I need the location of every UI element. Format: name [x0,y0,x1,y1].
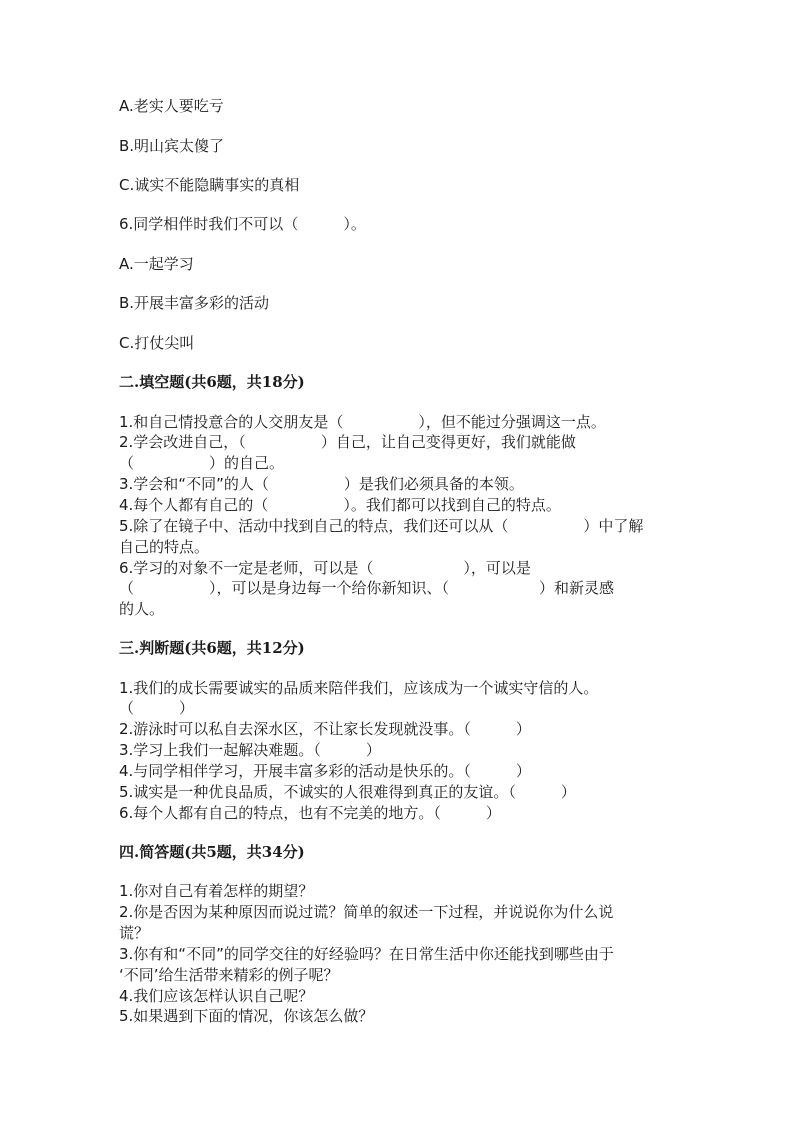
question-line: 3.学会和“不同”的人（ ）是我们必须具备的本领。 [119,475,524,493]
question-line: 5.诚实是一种优良品质，不诚实的人很难得到真正的友谊。（ ） [119,783,576,801]
option-text: B.开展丰富多彩的活动 [119,294,270,312]
question-line: 6.学习的对象不一定是老师，可以是（ ），可以是 [119,559,531,577]
section-heading: 三.判断题(共6题，共12分) [119,639,305,657]
question-line: 的人。 [119,600,165,618]
question-line: 2.游泳时可以私自去深水区，不让家长发现就没事。（ ） [119,720,531,738]
question-text: 6.同学相伴时我们不可以（ ）。 [119,215,366,233]
section-heading: 四.简答题(共5题，共34分) [119,843,305,861]
question-line: 3.学习上我们一起解决难题。（ ） [119,741,381,759]
question-line: 谎？ [119,924,150,942]
option-text: A.老实人要吃亏 [119,97,224,115]
question-line: （ ） [119,699,195,717]
section-heading: 二.填空题(共6题，共18分) [119,373,305,391]
option-text: C.打仗尖叫 [119,334,195,352]
question-line: ‘不同’给生活带来精彩的例子呢？ [119,966,339,984]
option-text: C.诚实不能隐瞒事实的真相 [119,176,300,194]
question-line: 5.如果遇到下面的情况，你该怎么做？ [119,1007,374,1025]
question-line: 自己的特点。 [119,538,210,556]
question-line: 2.你是否因为某种原因而说过谎？简单的叙述一下过程，并说说你为什么说 [119,903,614,921]
question-line: 4.与同学相伴学习，开展丰富多彩的活动是快乐的。（ ） [119,762,531,780]
question-line: （ ），可以是身边每一个给你新知识、（ ）和新灵感 [119,579,615,597]
question-line: 5.除了在镜子中、活动中找到自己的特点，我们还可以从（ ）中了解 [119,517,644,535]
question-line: 4.每个人都有自己的（ ）。我们都可以找到自己的特点。 [119,496,561,514]
question-line: （ ）的自己。 [119,454,285,472]
question-line: 2.学会改进自己，（ ）自己，让自己变得更好，我们就能做 [119,433,576,451]
option-text: A.一起学习 [119,255,194,273]
question-line: 3.你有和“不同”的同学交往的好经验吗？在日常生活中你还能找到哪些由于 [119,945,614,963]
question-line: 4.我们应该怎样认识自己呢？ [119,987,314,1005]
option-text: B.明山宾太傻了 [119,137,225,155]
question-line: 1.你对自己有着怎样的期望？ [119,882,314,900]
question-line: 1.我们的成长需要诚实的品质来陪伴我们，应该成为一个诚实守信的人。 [119,679,599,697]
question-line: 1.和自己情投意合的人交朋友是（ ），但不能过分强调这一点。 [119,413,606,431]
question-line: 6.每个人都有自己的特点，也有不完美的地方。（ ） [119,804,501,822]
